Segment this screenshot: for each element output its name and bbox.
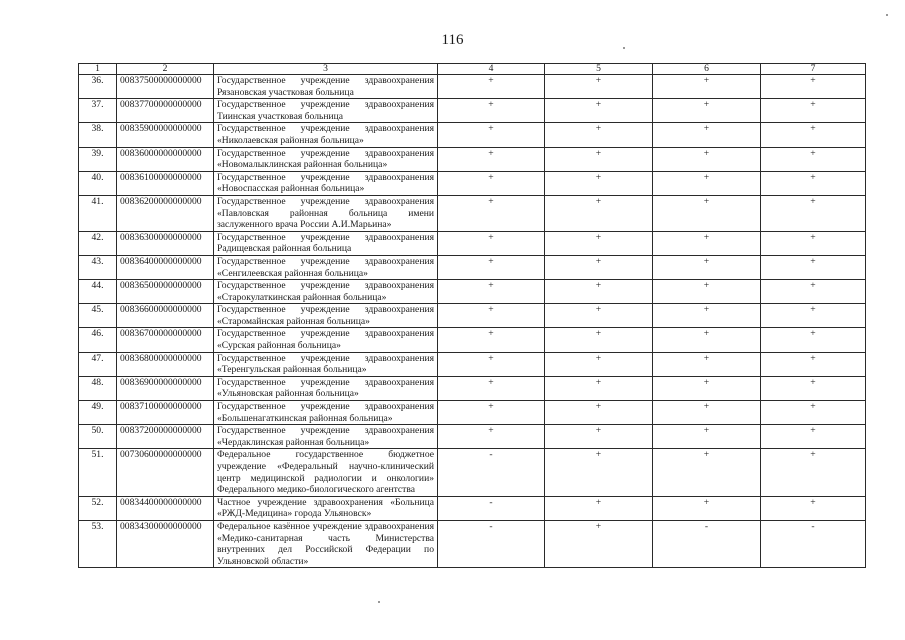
row-mark-col7: -: [761, 520, 866, 567]
table-body: [79, 75, 866, 568]
row-mark-col7: +: [761, 255, 866, 279]
row-mark-col4: +: [438, 352, 545, 376]
row-organization-name: Государственное учреждение здравоохранения «Новомалыклинская районная больница»: [214, 147, 438, 171]
row-mark-col6: +: [653, 255, 761, 279]
row-code: 00834300000000000: [117, 520, 214, 567]
column-header: 2: [117, 64, 214, 75]
table-header-row: [79, 64, 866, 75]
table-row: [79, 99, 866, 123]
scan-speck: [623, 47, 625, 49]
row-mark-col5: +: [545, 75, 653, 99]
row-mark-col7: +: [761, 195, 866, 231]
column-header: 7: [761, 64, 866, 75]
row-number: 45.: [79, 304, 117, 328]
row-mark-col5: +: [545, 304, 653, 328]
scan-speck: [886, 14, 888, 16]
row-mark-col6: +: [653, 449, 761, 496]
column-header: 3: [214, 64, 438, 75]
table-row: [79, 255, 866, 279]
row-code: 00836400000000000: [117, 255, 214, 279]
row-mark-col6: +: [653, 280, 761, 304]
row-mark-col4: -: [438, 449, 545, 496]
row-code: 00836300000000000: [117, 231, 214, 255]
row-organization-name: Частное учреждение здравоохранения «Больница «РЖД-Медицина» города Ульяновск»: [214, 496, 438, 520]
row-code: 00836600000000000: [117, 304, 214, 328]
table-row: [79, 425, 866, 449]
row-mark-col7: +: [761, 376, 866, 400]
row-number: 40.: [79, 171, 117, 195]
row-organization-name: Федеральное государственное бюджетное учреждение «Федеральный научно-клинический центр медицинской радиологии и онкологии» Федерального медико-биологического агентства: [214, 449, 438, 496]
row-number: 51.: [79, 449, 117, 496]
row-mark-col6: +: [653, 401, 761, 425]
table-row: [79, 75, 866, 99]
row-number: 48.: [79, 376, 117, 400]
column-header: 1: [79, 64, 117, 75]
organizations-table: [78, 63, 866, 568]
row-number: 41.: [79, 195, 117, 231]
row-mark-col5: +: [545, 147, 653, 171]
table-row: [79, 401, 866, 425]
column-header: 5: [545, 64, 653, 75]
row-mark-col4: -: [438, 496, 545, 520]
page-number: 116: [441, 32, 464, 48]
row-number: 39.: [79, 147, 117, 171]
row-mark-col7: +: [761, 401, 866, 425]
row-number: 52.: [79, 496, 117, 520]
row-code: 00836500000000000: [117, 280, 214, 304]
row-mark-col4: -: [438, 520, 545, 567]
row-organization-name: Федеральное казённое учреждение здравоохранения «Медико-санитарная часть Министерства внутренних дел Российской Федерации по Ульяновской области»: [214, 520, 438, 567]
row-mark-col7: +: [761, 304, 866, 328]
row-mark-col5: +: [545, 425, 653, 449]
row-mark-col6: +: [653, 195, 761, 231]
row-mark-col5: +: [545, 401, 653, 425]
row-mark-col6: +: [653, 171, 761, 195]
row-mark-col4: +: [438, 376, 545, 400]
row-organization-name: Государственное учреждение здравоохранения «Теренгульская районная больница»: [214, 352, 438, 376]
row-mark-col7: +: [761, 231, 866, 255]
row-mark-col7: +: [761, 171, 866, 195]
row-mark-col4: +: [438, 280, 545, 304]
row-mark-col6: +: [653, 99, 761, 123]
row-organization-name: Государственное учреждение здравоохранения «Сурская районная больница»: [214, 328, 438, 352]
row-mark-col5: +: [545, 449, 653, 496]
row-mark-col5: +: [545, 231, 653, 255]
row-mark-col7: +: [761, 328, 866, 352]
row-code: 00836800000000000: [117, 352, 214, 376]
row-organization-name: Государственное учреждение здравоохранения «Николаевская районная больница»: [214, 123, 438, 147]
row-code: 00834400000000000: [117, 496, 214, 520]
row-mark-col4: +: [438, 99, 545, 123]
row-number: 53.: [79, 520, 117, 567]
row-code: 00836100000000000: [117, 171, 214, 195]
row-mark-col5: +: [545, 195, 653, 231]
row-mark-col7: +: [761, 99, 866, 123]
row-mark-col4: +: [438, 425, 545, 449]
row-mark-col5: +: [545, 123, 653, 147]
row-number: 37.: [79, 99, 117, 123]
row-mark-col4: +: [438, 75, 545, 99]
row-number: 42.: [79, 231, 117, 255]
row-code: 00836000000000000: [117, 147, 214, 171]
row-mark-col4: +: [438, 328, 545, 352]
row-code: 00837500000000000: [117, 75, 214, 99]
row-number: 44.: [79, 280, 117, 304]
row-code: 00836700000000000: [117, 328, 214, 352]
row-organization-name: Государственное учреждение здравоохранения «Большенагаткинская районная больница»: [214, 401, 438, 425]
row-mark-col6: -: [653, 520, 761, 567]
row-mark-col6: +: [653, 376, 761, 400]
row-number: 49.: [79, 401, 117, 425]
row-code: 00730600000000000: [117, 449, 214, 496]
table-row: [79, 449, 866, 496]
table-row: [79, 376, 866, 400]
table-row: [79, 352, 866, 376]
row-mark-col7: +: [761, 123, 866, 147]
row-organization-name: Государственное учреждение здравоохранения Рязановская участковая больница: [214, 75, 438, 99]
row-mark-col7: +: [761, 425, 866, 449]
row-mark-col5: +: [545, 280, 653, 304]
row-mark-col7: +: [761, 496, 866, 520]
row-mark-col4: +: [438, 123, 545, 147]
row-mark-col7: +: [761, 352, 866, 376]
table-row: [79, 231, 866, 255]
row-mark-col4: +: [438, 171, 545, 195]
row-organization-name: Государственное учреждение здравоохранения «Сенгилеевская районная больница»: [214, 255, 438, 279]
row-mark-col5: +: [545, 328, 653, 352]
row-organization-name: Государственное учреждение здравоохранения «Павловская районная больница имени заслуженного врача России А.И.Марьина»: [214, 195, 438, 231]
row-code: 00836200000000000: [117, 195, 214, 231]
table-row: [79, 280, 866, 304]
row-organization-name: Государственное учреждение здравоохранения Тиинская участковая больница: [214, 99, 438, 123]
row-mark-col7: +: [761, 449, 866, 496]
row-mark-col6: +: [653, 75, 761, 99]
row-mark-col7: +: [761, 147, 866, 171]
row-mark-col5: +: [545, 376, 653, 400]
table-row: [79, 195, 866, 231]
row-number: 47.: [79, 352, 117, 376]
row-mark-col5: +: [545, 520, 653, 567]
row-mark-col4: +: [438, 195, 545, 231]
row-mark-col4: +: [438, 304, 545, 328]
row-organization-name: Государственное учреждение здравоохранения «Чердаклинская районная больница»: [214, 425, 438, 449]
row-mark-col6: +: [653, 352, 761, 376]
row-number: 46.: [79, 328, 117, 352]
row-number: 43.: [79, 255, 117, 279]
row-organization-name: Государственное учреждение здравоохранения «Ульяновская районная больница»: [214, 376, 438, 400]
row-mark-col4: +: [438, 147, 545, 171]
row-mark-col6: +: [653, 304, 761, 328]
column-header: 4: [438, 64, 545, 75]
scan-speck: [378, 601, 380, 603]
row-mark-col4: +: [438, 255, 545, 279]
row-mark-col6: +: [653, 425, 761, 449]
row-mark-col6: +: [653, 147, 761, 171]
row-mark-col6: +: [653, 496, 761, 520]
row-mark-col5: +: [545, 496, 653, 520]
row-organization-name: Государственное учреждение здравоохранения «Старомайнская районная больница»: [214, 304, 438, 328]
table-row: [79, 328, 866, 352]
row-mark-col4: +: [438, 231, 545, 255]
row-mark-col5: +: [545, 255, 653, 279]
row-code: 00836900000000000: [117, 376, 214, 400]
row-mark-col6: +: [653, 123, 761, 147]
row-organization-name: Государственное учреждение здравоохранения «Старокулаткинская районная больница»: [214, 280, 438, 304]
row-mark-col5: +: [545, 352, 653, 376]
table-row: [79, 147, 866, 171]
row-number: 50.: [79, 425, 117, 449]
row-mark-col5: +: [545, 171, 653, 195]
row-organization-name: Государственное учреждение здравоохранения Радищевская районная больница: [214, 231, 438, 255]
row-code: 00837100000000000: [117, 401, 214, 425]
row-number: 36.: [79, 75, 117, 99]
table-row: [79, 171, 866, 195]
row-mark-col4: +: [438, 401, 545, 425]
row-organization-name: Государственное учреждение здравоохранения «Новоспасская районная больница»: [214, 171, 438, 195]
row-mark-col6: +: [653, 231, 761, 255]
row-code: 00837700000000000: [117, 99, 214, 123]
row-code: 00835900000000000: [117, 123, 214, 147]
table-row: [79, 496, 866, 520]
row-code: 00837200000000000: [117, 425, 214, 449]
row-mark-col6: +: [653, 328, 761, 352]
table-row: [79, 123, 866, 147]
row-mark-col7: +: [761, 75, 866, 99]
row-mark-col5: +: [545, 99, 653, 123]
column-header: 6: [653, 64, 761, 75]
row-number: 38.: [79, 123, 117, 147]
row-mark-col7: +: [761, 280, 866, 304]
table-row: [79, 520, 866, 567]
table-row: [79, 304, 866, 328]
